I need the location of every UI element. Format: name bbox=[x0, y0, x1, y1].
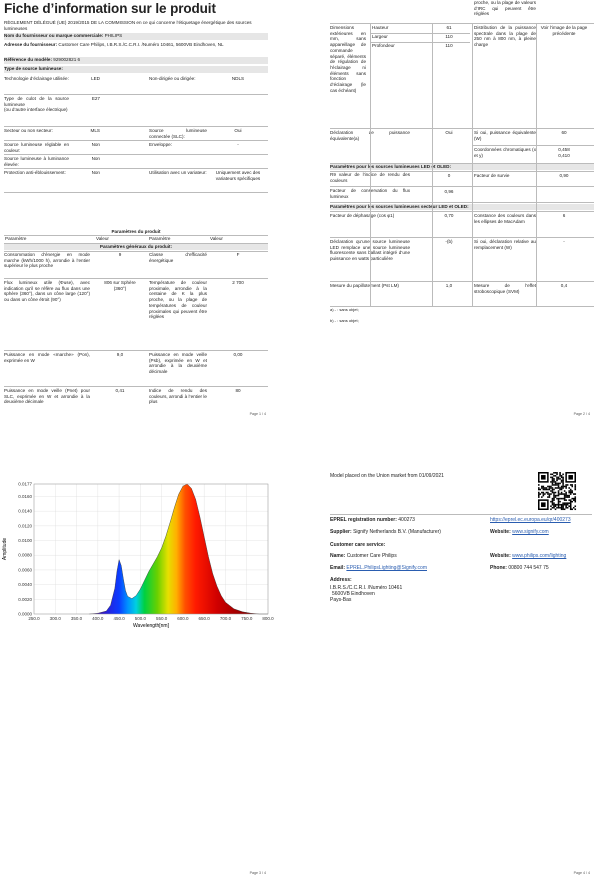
macadam-label: Constance des couleurs dans les ellipses de MacAdam bbox=[474, 213, 536, 224]
dimension-value: 110 bbox=[445, 34, 453, 39]
table-rule bbox=[472, 23, 473, 306]
general-params-heading: Paramètres généraux du produit: bbox=[4, 244, 268, 250]
lumen-maintenance-value: 0,96 bbox=[444, 189, 454, 194]
x-tick-label: 650.0 bbox=[198, 616, 210, 621]
type-row-value-2: Oui bbox=[234, 128, 242, 133]
page-4 bbox=[326, 466, 596, 879]
spectral-value: Voir l’image de la page précédente bbox=[540, 25, 588, 36]
website-link-signify[interactable]: www.signify.com bbox=[512, 529, 549, 535]
address-row: Adresse du fournisseur: Customer Care Philips, I.B.R.S./C.C.R.I. /Numéro 10461, 5600VB Eindhoven, NL bbox=[4, 42, 224, 47]
website-row-1: Website: www.signify.com bbox=[490, 529, 549, 535]
type-row-value: Non bbox=[91, 142, 100, 147]
macadam-value: 6 bbox=[562, 213, 566, 218]
equivalent-watt-value: 60 bbox=[561, 130, 567, 135]
y-tick-label: 0.0120 bbox=[18, 523, 32, 529]
supplier-row: Supplier: Signify Netherlands B.V. (Manufacturer) bbox=[330, 529, 441, 535]
website-row-2: Website: www.philips.com/lighting bbox=[490, 553, 567, 559]
param-row-value: 0,41 bbox=[115, 388, 125, 393]
type-row-value-2 bbox=[210, 156, 266, 168]
y-tick-label: 0.0160 bbox=[18, 493, 32, 499]
flicker-label: Mesure du papillotement (Pst LM) bbox=[330, 283, 399, 288]
cri-continued-text: proche, ou la plage de valeurs d’IRC qui peuvent être réglées bbox=[474, 0, 536, 17]
col-header-param-2: Paramètre bbox=[149, 236, 171, 241]
param-row-value: 806 sur Sphère (360°) bbox=[104, 280, 136, 291]
type-row-label: Secteur ou non secteur: bbox=[4, 128, 53, 133]
type-row-value: LED bbox=[91, 76, 100, 81]
table-rule bbox=[4, 386, 268, 387]
page-number: Page 1 / 4 bbox=[249, 412, 266, 416]
dimensions-label: Dimensions extérieures en mm, sans appareillage de commande séparé, éléments de régulation de l’éclairage ni éléments sans fonction d’éclairage (le cas échéant) bbox=[330, 25, 366, 93]
spectrum-fill bbox=[34, 484, 268, 614]
y-tick-label: 0.0080 bbox=[18, 552, 32, 558]
type-row-label: Source lumineuse réglable en couleur: bbox=[4, 142, 69, 153]
x-tick-label: 300.0 bbox=[49, 616, 61, 621]
r9-label: R9 valeur de l’indice de rendu des couleurs bbox=[330, 172, 410, 183]
type-row-label-2 bbox=[149, 156, 207, 168]
table-rule bbox=[4, 192, 268, 193]
col-header-param: Paramètre bbox=[5, 236, 27, 241]
fluorescent-replacement-value: -(b) bbox=[445, 239, 453, 244]
type-row-label-2 bbox=[149, 96, 207, 126]
page-number: Page 3 / 4 bbox=[249, 871, 266, 875]
param-row-label: Puissance en mode veille (Pnet) pour SLC, exprimée en W et arrondie à la deuxième décimale bbox=[4, 388, 90, 405]
type-row-label-2: Enveloppe: bbox=[149, 142, 172, 147]
type-row-value-2 bbox=[210, 96, 266, 126]
type-row-value-2: NDLS bbox=[231, 76, 245, 81]
regulation-text: RÈGLEMENT DÉLÉGUÉ (UE) 2019/2015 DE LA COMMISSION en ce qui concerne l’étiquetage énergétique des sources lumineuses bbox=[4, 20, 252, 31]
params-heading: Paramètres du produit bbox=[111, 229, 161, 234]
page-1 bbox=[0, 0, 272, 420]
model-row: Référence du modèle: 929002821 6 bbox=[4, 57, 268, 64]
flicker-value: 1,0 bbox=[445, 283, 453, 288]
page-title: Fiche d’information sur le produit bbox=[4, 1, 216, 16]
param-row-value-2: 80 bbox=[235, 388, 241, 393]
dimension-name: Profondeur bbox=[372, 43, 395, 48]
type-row-value-2: Uniquement avec des variateurs spécifiques bbox=[215, 170, 261, 181]
fluorescent-replacement-label: Déclaration qu’une source lumineuse LED remplace une source lumineuse fluorescente sans ballast intégré d’une puissance en watts particulière bbox=[330, 239, 410, 262]
address-block: I.B.R.S./C.C.R.I. /Numéro 10461 5600VB Eindhoven Pays-Bas bbox=[330, 585, 403, 604]
equivalent-power-label: Déclaration de puissance équivalente(a) bbox=[330, 130, 410, 141]
lumen-maintenance-label: Facteur de conservation du flux lumineux bbox=[330, 188, 410, 199]
param-row-label: Flux lumineux utile (Φuse), avec indication qu’il se réfère au flux dans une sphère (360°), dans un cône large (120°) ou dans un cône étroit (90°) bbox=[4, 280, 90, 303]
x-tick-label: 600.0 bbox=[177, 616, 189, 621]
table-rule bbox=[4, 278, 268, 279]
page-3 bbox=[0, 438, 272, 879]
param-row-value: 9,0 bbox=[116, 352, 124, 357]
param-row-label: Consommation d’énergie en mode marche (kWh/1000 h), arrondie à l’entier supérieur le plus proche bbox=[4, 252, 90, 269]
type-row-value-2: - bbox=[237, 142, 239, 147]
fluorescent-watt-label: Si oui, déclaration relative au remplacement (W) bbox=[474, 239, 536, 250]
email-row: Email: EPREL.PhilipsLighting@Signify.com bbox=[330, 565, 427, 571]
param-row-label-2: Température de couleur proximale, arrondie à la centaine de K la plus proche, ou la plage de températures de couleur proximales qui peuvent être réglées bbox=[149, 280, 207, 320]
stroboscopic-label: Mesure de l’effet stroboscopique (SVM) bbox=[474, 283, 536, 294]
table-rule bbox=[4, 350, 268, 351]
x-tick-label: 250.0 bbox=[28, 616, 40, 621]
dimension-value: 61 bbox=[446, 25, 452, 30]
col-header-value-2: Valeur bbox=[210, 236, 223, 241]
y-tick-label: 0.0140 bbox=[18, 508, 32, 514]
param-row-value-2: 2 700 bbox=[232, 280, 244, 285]
type-row-label: Source lumineuse à luminance élevée: bbox=[4, 156, 69, 167]
supplier-row: Nom du fournisseur ou marque commerciale: PHILIPS bbox=[4, 33, 268, 40]
chroma-label: Coordonnées chromatiques (x et y) bbox=[474, 147, 536, 158]
survival-label: Facteur de survie bbox=[474, 173, 510, 178]
fluorescent-watt-value: - bbox=[563, 239, 565, 244]
table-rule bbox=[4, 126, 268, 127]
table-rule bbox=[4, 94, 268, 95]
stroboscopic-value: 0,4 bbox=[560, 283, 568, 288]
spectral-label: Distribution de la puissance spectrale dans la plage de 250 nm à 800 nm, à pleine charge bbox=[474, 25, 536, 48]
customer-care-heading: Customer care service: bbox=[330, 542, 386, 548]
table-rule bbox=[472, 145, 594, 146]
param-row-label-2: Indice de rendu des couleurs, arrondi à l’entier le plus bbox=[149, 388, 207, 405]
footnote-b: b) - : sans objet; bbox=[330, 318, 359, 323]
param-row-value-2: F bbox=[236, 252, 240, 257]
x-tick-label: 350.0 bbox=[70, 616, 83, 621]
col-header-value: Valeur bbox=[96, 236, 109, 241]
type-row-label-2: Utilisation avec un variateur: bbox=[149, 170, 207, 175]
equivalent-power-value: Oui bbox=[445, 130, 453, 135]
x-tick-label: 750.0 bbox=[241, 616, 253, 621]
phase-factor-label: Facteur de déphasage (cos φ1) bbox=[330, 213, 395, 218]
table-rule bbox=[4, 154, 268, 155]
type-row-value: Non bbox=[91, 156, 100, 161]
website-link-philips[interactable]: www.philips.com/lighting bbox=[512, 553, 567, 559]
x-tick-label: 700.0 bbox=[219, 616, 232, 621]
mains-led-params-heading: Paramètres pour les sources lumineuses secteur LED et OLED: bbox=[330, 204, 594, 210]
union-market-text: Model placed on the Union market from 01/09/2021 bbox=[330, 473, 444, 479]
type-row-value: E27 bbox=[91, 96, 100, 101]
type-row-value: Non bbox=[91, 170, 100, 175]
table-rule bbox=[4, 168, 268, 169]
type-row-label: Technologie d’éclairage utilisée: bbox=[4, 76, 69, 81]
x-axis-label: Wavelength[nm] bbox=[133, 623, 169, 629]
survival-value: 0,90 bbox=[559, 173, 569, 178]
x-tick-label: 500.0 bbox=[134, 616, 146, 621]
table-rule bbox=[432, 23, 433, 306]
type-row-label: Protection anti-éblouissement: bbox=[4, 170, 66, 175]
eprel-row: EPREL registration number: 400273 bbox=[330, 517, 415, 523]
qr-code-icon[interactable] bbox=[538, 472, 576, 510]
x-tick-label: 550.0 bbox=[156, 616, 168, 621]
type-row-value: MLS bbox=[90, 128, 100, 133]
equivalent-watt-label: Si oui, puissance équivalente (W) bbox=[474, 130, 536, 141]
type-row-label-2: Non-dirigée ou dirigée: bbox=[149, 76, 196, 81]
param-row-value-2: 0,00 bbox=[233, 352, 243, 357]
param-row-label-2: Puissance en mode veille (Psb), exprimée en W et arrondie à la deuxième décimale bbox=[149, 352, 207, 375]
y-tick-label: 0.0177 bbox=[18, 481, 32, 487]
led-params-heading: Paramètres pour les sources lumineuses LED et OLED: bbox=[330, 164, 594, 170]
footnote-a: a) - : sans objet; bbox=[330, 307, 359, 312]
page-number: Page 4 / 4 bbox=[573, 871, 590, 875]
param-row-label: Puissance en mode «marche» (Pon), exprimée en W bbox=[4, 352, 90, 363]
param-row-value: 9 bbox=[118, 252, 122, 257]
care-name-row: Name: Customer Care Philips bbox=[330, 553, 397, 559]
x-tick-label: 800.0 bbox=[262, 616, 274, 621]
table-rule bbox=[4, 140, 268, 141]
page-2 bbox=[326, 0, 596, 420]
table-rule bbox=[536, 23, 537, 306]
param-row-label-2: Classe d’efficacité énergétique bbox=[149, 252, 207, 263]
y-tick-label: 0.0100 bbox=[18, 538, 32, 544]
table-rule bbox=[370, 23, 371, 306]
y-axis-label: Amplitude bbox=[2, 537, 8, 561]
chroma-x: 0,458 bbox=[558, 147, 570, 152]
eprel-link[interactable]: https://eprel.ec.europa.eu/qr/400273 bbox=[490, 517, 571, 523]
phase-factor-value: 0,70 bbox=[444, 213, 454, 218]
address-label: Address: bbox=[330, 577, 352, 583]
y-tick-label: 0.0000 bbox=[18, 611, 32, 617]
r9-value: 0 bbox=[447, 173, 451, 178]
x-tick-label: 450.0 bbox=[113, 616, 125, 621]
x-tick-label: 400.0 bbox=[92, 616, 104, 621]
type-row-label: Type de culot de la source lumineuse (ou d’autre interface électrique) bbox=[4, 96, 69, 113]
dimension-name: Largeur bbox=[372, 34, 388, 39]
type-heading: Type de source lumineuse: bbox=[4, 66, 268, 73]
y-tick-label: 0.0060 bbox=[18, 567, 32, 573]
y-tick-label: 0.0040 bbox=[18, 582, 32, 588]
phone-row: Phone: 00800 744 547 75 bbox=[490, 565, 549, 571]
y-tick-label: 0.0020 bbox=[18, 596, 32, 602]
chroma-y: 0,410 bbox=[558, 153, 570, 158]
spectral-power-chart bbox=[0, 478, 272, 648]
divider bbox=[330, 514, 592, 515]
dimension-value: 110 bbox=[445, 43, 453, 48]
email-link[interactable]: EPREL.PhilipsLighting@Signify.com bbox=[346, 565, 427, 571]
dimension-name: Hauteur bbox=[372, 25, 389, 30]
page-number: Page 2 / 4 bbox=[573, 412, 590, 416]
type-row-label-2: Source lumineuse connectée (SLC): bbox=[149, 128, 207, 139]
